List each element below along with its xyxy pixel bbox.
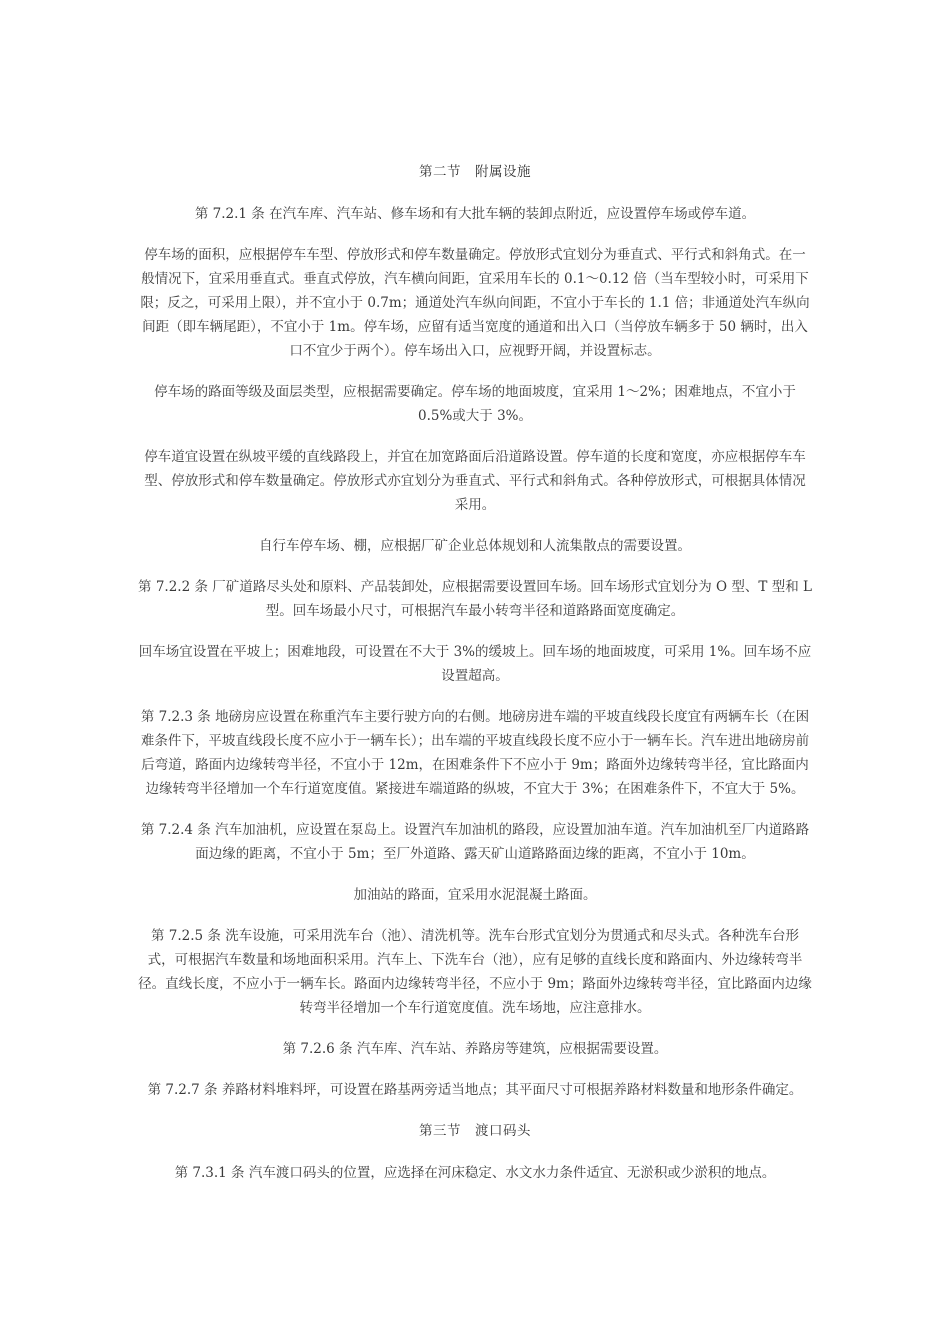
clause-7-3-1: 第 7.3.1 条 汽车渡口码头的位置，应选择在河床稳定、水文水力条件适宜、无淤积或少淤积的地点。 xyxy=(174,1165,776,1181)
paragraph-gas-station-surface: 加油站的路面，宜采用水泥混凝土路面。 xyxy=(353,887,597,903)
paragraph-bicycle-parking: 自行车停车场、棚，应根据厂矿企业总体规划和人流集散点的需要设置。 xyxy=(259,538,691,554)
document-page xyxy=(138,160,812,1185)
paragraph-parking-surface: 停车场的路面等级及面层类型，应根据需要确定。停车场的地面坡度，宜采用 1～2%；困难地点，不宜小于 0.5%或大于 3%。 xyxy=(154,384,796,424)
clause-7-2-4: 第 7.2.4 条 汽车加油机，应设置在泵岛上。设置汽车加油机的路段，应设置加油车道。汽车加油机至厂内道路路面边缘的距离，不宜小于 5m；至厂外道路、露天矿山道路路面边缘的距离，不宜小于 10m。 xyxy=(140,822,810,862)
clause-7-2-5: 第 7.2.5 条 洗车设施，可采用洗车台（池）、清洗机等。洗车台形式宜划分为贯通式和尽头式。各种洗车台形式，可根据汽车数量和场地面积采用。汽车上、下洗车台（池），应有足够的直线长度和路面内、外边缘转弯半径。直线长度，不应小于一辆车长。路面内边缘转弯半径，不应小于 9m；路面外边缘转弯半径，宜比路面内边缘转弯半径增加一个车行道宽度值。洗车场地，应注意排水。 xyxy=(138,928,812,1016)
clause-7-2-6: 第 7.2.6 条 汽车库、汽车站、养路房等建筑，应根据需要设置。 xyxy=(282,1041,668,1057)
clause-7-2-7: 第 7.2.7 条 养路材料堆料坪，可设置在路基两旁适当地点；其平面尺寸可根据养路材料数量和地形条件确定。 xyxy=(147,1082,803,1098)
paragraph-turnaround-slope: 回车场宜设置在平坡上；困难地段，可设置在不大于 3%的缓坡上。回车场的地面坡度，可采用 1%。回车场不应设置超高。 xyxy=(138,644,812,684)
clause-7-2-3: 第 7.2.3 条 地磅房应设置在称重汽车主要行驶方向的右侧。地磅房进车端的平坡直线段长度宜有两辆车长（在困难条件下，平坡直线段长度不应小于一辆车长）；出车端的平坡直线段长度不应小于一辆车长。汽车进出地磅房前后弯道，路面内边缘转弯半径，不宜小于 12m，在困难条件下不应小于 9m；路面外边缘转弯半径，宜比路面内边缘转弯半径增加一个车行道宽度值。紧接进车端道路的纵坡，不宜大于 3%；在困难条件下，不宜大于 5%。 xyxy=(140,709,810,797)
paragraph-parking-lane: 停车道宜设置在纵坡平缓的直线路段上，并宜在加宽路面后沿道路设置。停车道的长度和宽度，亦应根据停车车型、停放形式和停车数量确定。停放形式亦宜划分为垂直式、平行式和斜角式。各种停放形式，可根据具体情况采用。 xyxy=(144,449,806,513)
paragraph-parking-area: 停车场的面积，应根据停车车型、停放形式和停车数量确定。停放形式宜划分为垂直式、平行式和斜角式。在一般情况下，宜采用垂直式。垂直式停放，汽车横向间距，宜采用车长的 0.1～0.12 倍（当车型较小时，可采用下限；反之，可采用上限），并不宜小于 0.7m；通道处汽车纵向间距，不宜小于车长的 1.1 倍；非通道处汽车纵向间距（即车辆尾距），不宜小于 1m。停车场，应留有适当宽度的通道和出入口（当停放车辆多于 50 辆时，出入口不宜少于两个）。停车场出入口，应视野开阔，并设置标志。 xyxy=(140,247,810,359)
section-heading-3: 第三节 渡口码头 xyxy=(419,1123,531,1139)
clause-7-2-1: 第 7.2.1 条 在汽车库、汽车站、修车场和有大批车辆的装卸点附近，应设置停车场或停车道。 xyxy=(194,206,756,222)
section-heading-2: 第二节 附属设施 xyxy=(419,164,531,180)
clause-7-2-2: 第 7.2.2 条 厂矿道路尽头处和原料、产品装卸处，应根据需要设置回车场。回车场形式宜划分为 O 型、T 型和 L 型。回车场最小尺寸，可根据汽车最小转弯半径和道路路面宽度确定。 xyxy=(138,579,812,619)
